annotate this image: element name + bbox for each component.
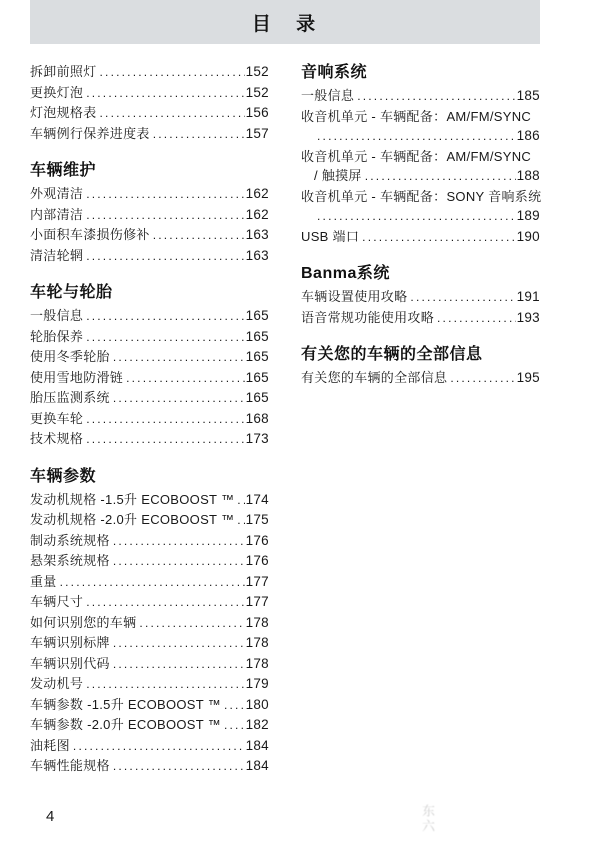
- dot-leader: [86, 206, 244, 226]
- toc-section: [30, 282, 269, 450]
- toc-entry-label: 更换灯泡: [30, 84, 84, 100]
- dot-leader: [100, 63, 245, 83]
- toc-entry-row: [30, 592, 269, 613]
- dot-leader: [410, 288, 515, 308]
- toc-entry: [30, 613, 269, 634]
- toc-entry: [30, 388, 269, 409]
- toc-entry-row: [30, 225, 269, 246]
- toc-entry-page: 186: [516, 128, 540, 143]
- toc-entry: [30, 124, 269, 145]
- toc-entry: [30, 62, 269, 83]
- dot-leader: [113, 389, 245, 409]
- toc-entry-page: 177: [245, 573, 269, 589]
- toc-entry: [30, 654, 269, 675]
- toc-entry-label: USB 端口: [301, 228, 360, 244]
- dot-leader: [113, 655, 245, 675]
- dot-leader: [113, 634, 245, 654]
- toc-entry-page: 156: [245, 105, 269, 120]
- toc-entry-label: 车辆识别代码: [30, 655, 110, 671]
- dot-leader: [73, 737, 245, 757]
- toc-entry: [30, 736, 269, 757]
- toc-entry-page: 168: [245, 410, 269, 426]
- toc-entry-label: 发动机号: [30, 676, 84, 691]
- toc-entry-page: 176: [245, 532, 269, 548]
- toc-entry-row: [301, 86, 540, 107]
- toc-entry-row: [301, 126, 540, 147]
- toc-entry-row: [30, 124, 269, 145]
- section-heading: 车轮与轮胎: [30, 284, 113, 301]
- toc-section: [301, 62, 540, 247]
- toc-column-left: [30, 62, 269, 777]
- toc-entry: [30, 225, 269, 246]
- toc-entry-page: 185: [516, 88, 540, 103]
- toc-entry: [301, 308, 540, 329]
- section-heading: 音响系统: [301, 64, 368, 81]
- toc-entry-row: [301, 227, 540, 248]
- dot-leader: [139, 614, 244, 634]
- toc-entry-page: 165: [245, 390, 269, 405]
- toc-entry-label: 悬架系统规格: [30, 553, 110, 568]
- toc-entry-row: [30, 368, 269, 389]
- toc-entry: [30, 592, 269, 613]
- footer-page-number: 4: [46, 808, 55, 825]
- toc-entry-row: [30, 551, 269, 572]
- toc-entry-row: [30, 429, 269, 450]
- toc-entry: [30, 103, 269, 124]
- toc-entry-row: [30, 715, 269, 736]
- toc-entry-row: [30, 490, 269, 511]
- toc-entry: [30, 695, 269, 716]
- toc-entry-page: 189: [516, 208, 540, 223]
- toc-entry-label: 车辆性能规格: [30, 758, 110, 773]
- toc-entry-row: [30, 695, 269, 716]
- toc-entry: [30, 551, 269, 572]
- dot-leader: [86, 593, 244, 613]
- toc-entry-label: / 触摸屏: [314, 168, 362, 183]
- toc-entry-page: 152: [245, 84, 269, 100]
- toc-entry-row: [30, 674, 269, 695]
- toc-entry-label: 收音机单元 - 车辆配备：SONY 音响系统: [301, 188, 542, 204]
- toc-entry: [301, 86, 540, 107]
- toc-entry-label: 有关您的车辆的全部信息: [301, 370, 448, 385]
- dot-leader: [357, 87, 515, 107]
- toc-entry-row: [30, 633, 269, 654]
- toc-entry-row: [301, 166, 540, 187]
- toc-entry: [30, 674, 269, 695]
- section-heading: 有关您的车辆的全部信息: [301, 346, 483, 363]
- toc-entry: [30, 572, 269, 593]
- toc-entry: [30, 306, 269, 327]
- toc-entry-row: [301, 206, 540, 227]
- toc-entry-label: 使用雪地防滑链: [30, 369, 124, 385]
- toc-entry: [30, 205, 269, 226]
- toc-entry-row: [30, 531, 269, 552]
- dot-leader: [126, 369, 244, 389]
- toc-entry-page: 190: [516, 228, 540, 244]
- toc-entry-row: [30, 736, 269, 757]
- dot-leader: [113, 757, 245, 777]
- toc-section: [30, 160, 269, 266]
- toc-entry: [30, 531, 269, 552]
- toc-entry-label: 内部清洁: [30, 206, 84, 222]
- toc-entry-page: 184: [245, 737, 269, 753]
- toc-entry-row: [30, 613, 269, 634]
- toc-entry: [301, 107, 540, 147]
- toc-entry-row: [30, 327, 269, 348]
- dot-leader: [437, 309, 516, 329]
- toc-entry: [30, 327, 269, 348]
- toc-entry-row: [301, 308, 540, 329]
- toc-entry: [301, 368, 540, 389]
- toc-entry: [30, 246, 269, 267]
- toc-entry-row: [30, 510, 269, 531]
- toc-entry-page: 163: [245, 247, 269, 263]
- toc-entry-label: 收音机单元 - 车辆配备：AM/FM/SYNC: [301, 108, 532, 124]
- toc-entry-label: 如何识别您的车辆: [30, 614, 137, 630]
- toc-entry-page: 180: [245, 696, 269, 712]
- toc-entry-row: [301, 368, 540, 389]
- dot-leader: [86, 430, 244, 450]
- toc-entry-row: [30, 409, 269, 430]
- toc-entry-row: [30, 246, 269, 267]
- toc-entry-page: 191: [516, 289, 540, 304]
- toc-entry-label: 语音常规功能使用攻略: [301, 309, 435, 325]
- toc-section: [30, 466, 269, 777]
- toc-entry-label: 一般信息: [301, 88, 355, 103]
- toc-entry-label: 车辆参数 -1.5升 ECOBOOST ™: [30, 696, 221, 712]
- toc-entry-row: [30, 83, 269, 104]
- toc-entry-page: 178: [245, 655, 269, 671]
- toc-section: [301, 263, 540, 328]
- dot-leader: [450, 369, 515, 389]
- toc-entry: [30, 510, 269, 531]
- dot-leader: [317, 207, 516, 227]
- toc-entry-row: [301, 287, 540, 308]
- toc-entry-label: 更换车轮: [30, 410, 84, 426]
- section-heading: 车辆维护: [30, 162, 97, 179]
- toc-entry-page: 178: [245, 635, 269, 650]
- toc-entry-label: 收音机单元 - 车辆配备：AM/FM/SYNC: [301, 148, 532, 164]
- dot-leader: [153, 226, 245, 246]
- dot-leader: [113, 552, 245, 572]
- toc-entry-page: 165: [245, 349, 269, 364]
- toc-entry-row: [30, 205, 269, 226]
- toc-entry-page: 163: [245, 227, 269, 242]
- dot-leader: [86, 307, 244, 327]
- toc-entry-label: 灯泡规格表: [30, 105, 97, 120]
- toc-entry-page: 165: [245, 308, 269, 323]
- toc-entry-label: 拆卸前照灯: [30, 64, 97, 79]
- toc-entry-page: 174: [245, 491, 269, 507]
- dot-leader: [86, 410, 244, 430]
- dot-leader: [317, 127, 516, 147]
- toc-entry-page: 165: [245, 328, 269, 344]
- toc-entry: [301, 227, 540, 248]
- toc-entry: [301, 147, 540, 187]
- dot-leader: [86, 675, 244, 695]
- toc-entry-label: 车辆例行保养进度表: [30, 125, 150, 141]
- toc-entry-page: 157: [245, 125, 269, 141]
- toc-entry-page: 193: [516, 309, 540, 325]
- toc-entry: [30, 633, 269, 654]
- page-title: 目 录: [251, 13, 319, 35]
- dot-leader: [224, 696, 245, 716]
- toc-entry-page: 162: [245, 206, 269, 222]
- toc-entry-page: 176: [245, 553, 269, 568]
- dot-leader: [365, 167, 516, 187]
- toc-entry-label: 车辆参数 -2.0升 ECOBOOST ™: [30, 717, 221, 732]
- toc-entry-label: 一般信息: [30, 308, 84, 323]
- toc-entry-label: 发动机规格 -1.5升 ECOBOOST ™: [30, 491, 235, 507]
- dot-leader: [113, 532, 245, 552]
- dot-leader: [100, 104, 245, 124]
- toc-entry: [30, 184, 269, 205]
- dot-leader: [153, 125, 245, 145]
- toc-entry: [30, 409, 269, 430]
- toc-entry-label: 清洁轮辋: [30, 247, 84, 263]
- print-watermark: 东六: [420, 804, 435, 834]
- toc: [30, 62, 540, 777]
- toc-entry: [30, 83, 269, 104]
- dot-leader: [362, 228, 515, 248]
- dot-leader: [237, 511, 244, 531]
- toc-entry-label: 轮胎保养: [30, 328, 84, 344]
- toc-entry-label: 车辆识别标牌: [30, 635, 110, 650]
- toc-entry-label: 使用冬季轮胎: [30, 349, 110, 364]
- toc-entry-page: 162: [245, 186, 269, 201]
- toc-entry-label: 车辆尺寸: [30, 594, 84, 609]
- dot-leader: [86, 185, 244, 205]
- section-heading: 车辆参数: [30, 467, 97, 485]
- toc-section: [30, 62, 269, 144]
- toc-entry-page: 182: [245, 717, 269, 732]
- toc-entry: [30, 429, 269, 450]
- toc-column-right: [301, 62, 540, 777]
- header-bar: [30, 0, 540, 44]
- toc-entry-page: 195: [516, 370, 540, 385]
- toc-entry: [301, 287, 540, 308]
- dot-leader: [60, 573, 245, 593]
- toc-section: [301, 344, 540, 389]
- toc-entry-row: [30, 347, 269, 368]
- toc-entry-page: 188: [516, 168, 540, 183]
- toc-entry: [30, 715, 269, 736]
- toc-entry-label: 胎压监测系统: [30, 390, 110, 405]
- dot-leader: [86, 247, 244, 267]
- toc-entry-label: 重量: [30, 573, 57, 589]
- toc-entry-label: 车辆设置使用攻略: [301, 289, 408, 304]
- dot-leader: [113, 348, 245, 368]
- toc-entry-label: 油耗图: [30, 737, 70, 753]
- toc-entry: [30, 347, 269, 368]
- toc-entry: [30, 756, 269, 777]
- toc-entry: [301, 187, 540, 227]
- toc-entry-row: [30, 756, 269, 777]
- toc-entry-label: 外观清洁: [30, 186, 84, 201]
- toc-entry-row: [30, 103, 269, 124]
- section-heading: Banma系统: [301, 265, 390, 282]
- toc-entry-row: [30, 62, 269, 83]
- dot-leader: [86, 328, 244, 348]
- toc-entry-row: [30, 306, 269, 327]
- toc-entry-row: [30, 654, 269, 675]
- toc-entry: [30, 368, 269, 389]
- toc-entry-row: [30, 572, 269, 593]
- toc-entry-page: 184: [245, 758, 269, 773]
- toc-entry-page: 152: [245, 64, 269, 79]
- toc-entry-label: 制动系统规格: [30, 532, 110, 548]
- toc-entry-page: 175: [245, 512, 269, 527]
- toc-entry-row: [30, 388, 269, 409]
- toc-entry-page: 177: [245, 594, 269, 609]
- toc-entry-page: 178: [245, 614, 269, 630]
- toc-entry: [30, 490, 269, 511]
- dot-leader: [224, 716, 245, 736]
- toc-entry-page: 165: [245, 369, 269, 385]
- dot-leader: [237, 491, 244, 511]
- dot-leader: [86, 84, 244, 104]
- toc-entry-label: 技术规格: [30, 431, 84, 446]
- toc-entry-page: 179: [245, 676, 269, 691]
- toc-entry-label: 发动机规格 -2.0升 ECOBOOST ™: [30, 512, 235, 527]
- toc-entry-row: [30, 184, 269, 205]
- toc-entry-label: 小面积车漆损伤修补: [30, 227, 150, 242]
- toc-entry-page: 173: [245, 431, 269, 446]
